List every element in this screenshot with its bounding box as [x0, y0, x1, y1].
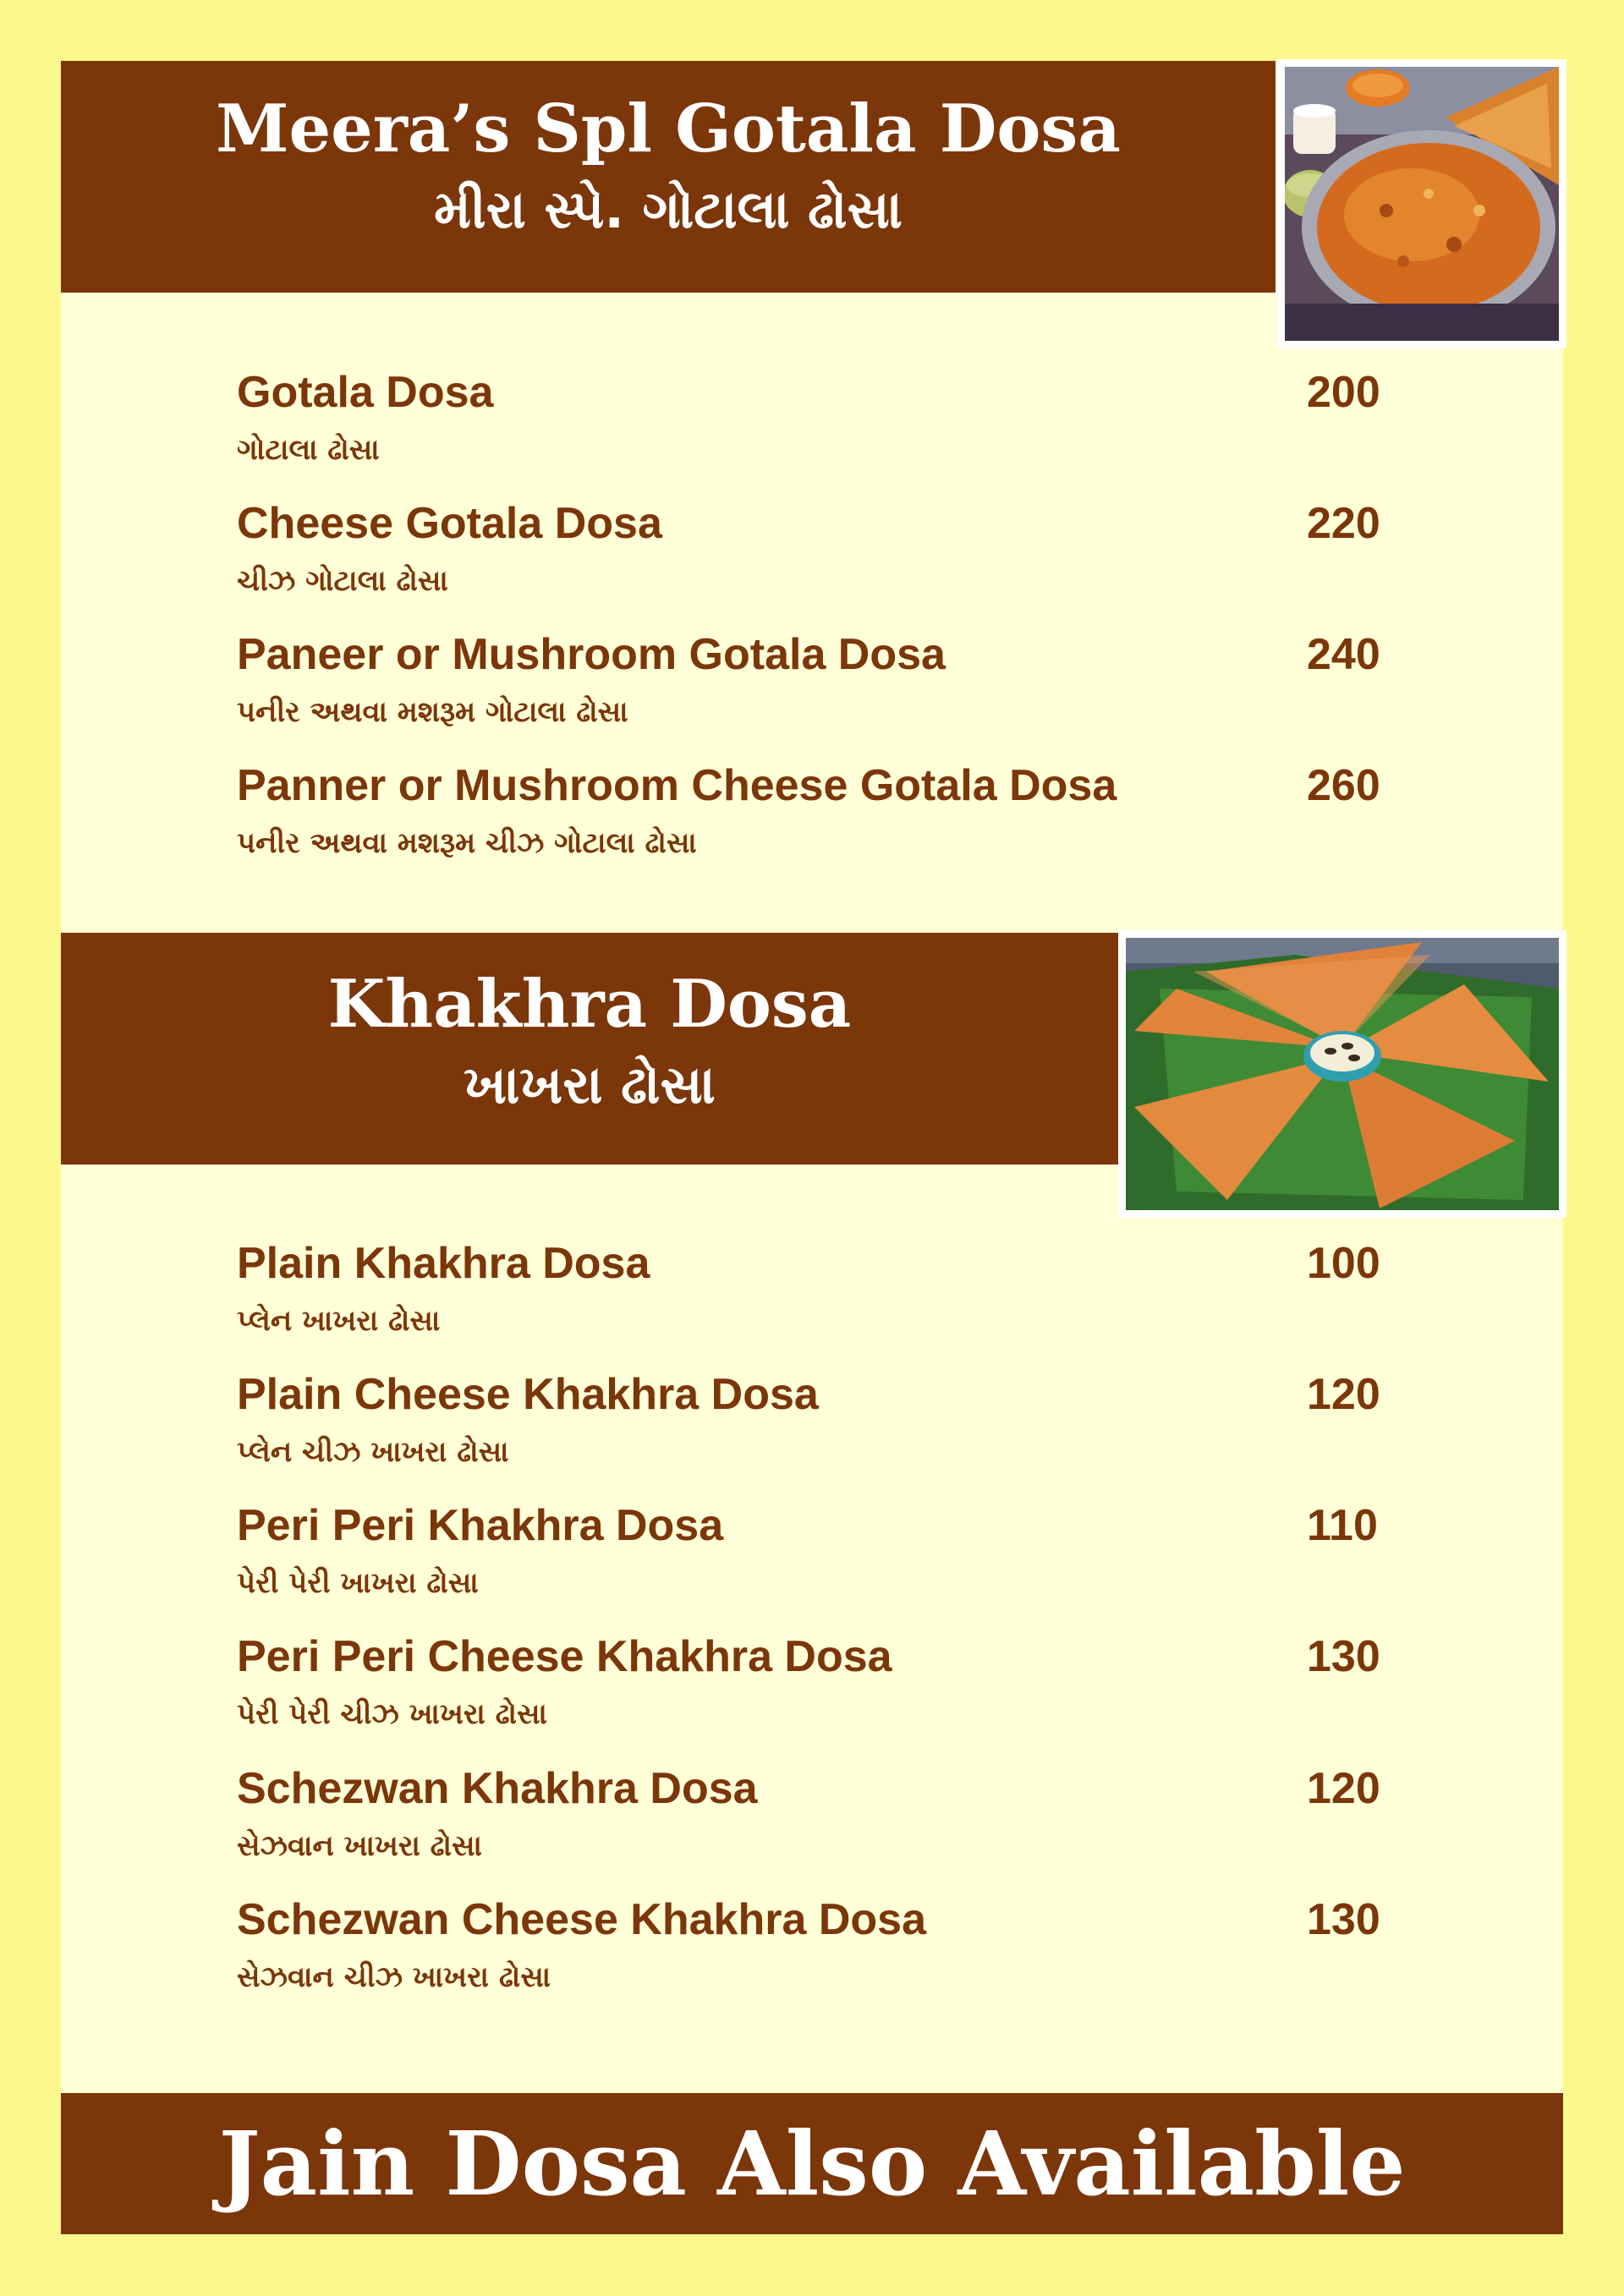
item-name-gujarati: ગોટાલા ઢોસા [237, 433, 380, 467]
item-name-gujarati: પનીર અથવા મશરૂમ ગોટાલા ઢોસા [237, 695, 628, 729]
item-name: Paneer or Mushroom Gotala Dosa [237, 630, 946, 679]
khakhra-section-banner [61, 933, 1118, 1164]
item-price: 220 [1307, 499, 1380, 548]
gotala-section-title: Meera’s Spl Gotala Dosa [216, 90, 1121, 167]
item-name-gujarati: સેઝવાન ચીઝ ખાખરા ઢોસા [237, 1960, 551, 1994]
item-name-gujarati: પેરી પેરી ખાખરા ઢોસા [237, 1566, 479, 1600]
footer-banner [61, 2093, 1563, 2234]
item-price: 100 [1307, 1239, 1380, 1288]
item-price: 110 [1307, 1501, 1378, 1550]
item-name: Cheese Gotala Dosa [237, 499, 662, 548]
item-name: Peri Peri Cheese Khakhra Dosa [237, 1632, 892, 1681]
item-name: Plain Khakhra Dosa [237, 1239, 650, 1288]
item-name-gujarati: પેરી પેરી ચીઝ ખાખરા ઢોસા [237, 1697, 547, 1731]
gotala-section-subtitle: મીરા સ્પે. ગોટાલા ઢોસા [434, 178, 903, 240]
item-name: Peri Peri Khakhra Dosa [237, 1501, 724, 1550]
item-name-gujarati: ચીઝ ગોટાલા ઢોસા [237, 564, 448, 598]
item-name-gujarati: પનીર અથવા મશરૂમ ચીઝ ગોટાલા ઢોસા [237, 826, 697, 860]
item-price: 260 [1307, 761, 1380, 810]
item-price: 240 [1307, 630, 1380, 679]
khakhra-section-subtitle: ખાખરા ઢોસા [464, 1054, 716, 1115]
item-name-gujarati: સેઝવાન ખાખરા ઢોસા [237, 1829, 482, 1863]
item-price: 130 [1307, 1895, 1380, 1944]
gotala-dosa-photo [1277, 59, 1566, 348]
item-price: 130 [1307, 1632, 1380, 1681]
khakhra-dosa-photo [1118, 930, 1566, 1218]
item-price: 200 [1307, 368, 1380, 417]
item-name-gujarati: પ્લેન ચીઝ ખાખરા ઢોસા [237, 1435, 509, 1469]
item-name: Panner or Mushroom Cheese Gotala Dosa [237, 761, 1117, 810]
item-name: Schezwan Khakhra Dosa [237, 1764, 758, 1813]
item-price: 120 [1307, 1370, 1380, 1419]
item-name: Gotala Dosa [237, 368, 494, 417]
footer-text: Jain Dosa Also Available [218, 2112, 1406, 2216]
item-name-gujarati: પ્લેન ખાખરા ઢોસા [237, 1304, 441, 1338]
item-price: 120 [1307, 1764, 1380, 1813]
item-name: Schezwan Cheese Khakhra Dosa [237, 1895, 926, 1944]
khakhra-section-title: Khakhra Dosa [327, 966, 852, 1043]
gotala-section-banner [61, 61, 1276, 293]
item-name: Plain Cheese Khakhra Dosa [237, 1370, 819, 1419]
